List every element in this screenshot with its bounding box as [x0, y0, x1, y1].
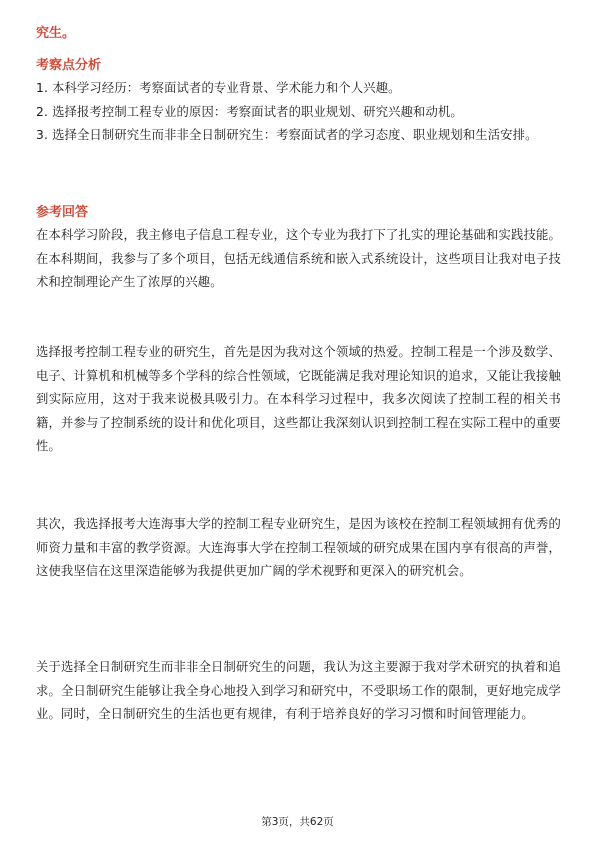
answer-paragraph: 其次，我选择报考大连海事大学的控制工程专业研究生，是因为该校在控制工程领域拥有优秀的师资力量和丰富的教学资源。大连海事大学在控制工程领域的研究成果在国内享有很高的声誉，这使我坚信在这里深造能够为我提供更加广阔的学术视野和更深入的研究机会。	[36, 517, 561, 578]
analysis-item: 2. 选择报考控制工程专业的原因：考察面试者的职业规划、研究兴趣和动机。	[36, 104, 463, 119]
answer-heading: 参考回答	[36, 205, 89, 220]
analysis-item: 1. 本科学习经历：考察面试者的专业背景、学术能力和个人兴趣。	[36, 81, 401, 95]
answer-paragraph: 关于选择全日制研究生而非非全日制研究生的问题，我认为这主要源于我对学术研究的执着和追求。全日制研究生能够让我全身心地投入到学习和研究中，不受职场工作的限制，更好地完成学业。同时，全日制研究生的生活也更有规律，有利于培养良好的学习习惯和时间管理能力。	[36, 660, 561, 721]
answer-paragraph: 选择报考控制工程专业的研究生，首先是因为我对这个领域的热爱。控制工程是一个涉及数学、电子、计算机和机械等多个学科的综合性领域，它既能满足我对理论知识的追求，又能让我接触到实际应用，这对于我来说极具吸引力。在本科学习过程中，我多次阅读了控制工程的相关书籍，并参与了控制系统的设计和优化项目，这些都让我深刻认识到控制工程在实际工程中的重要性。	[36, 345, 561, 453]
analysis-item: 3. 选择全日制研究生而非非全日制研究生：考察面试者的学习态度、职业规划和生活安排。	[36, 128, 538, 142]
previous-text-tail: 究生。	[36, 26, 76, 41]
analysis-list	[36, 77, 561, 148]
answer-paragraph: 在本科学习阶段，我主修电子信息工程专业，这个专业为我打下了扎实的理论基础和实践技能。在本科期间，我参与了多个项目，包括无线通信系统和嵌入式系统设计，这些项目让我对电子技术和控制理论产生了浓厚的兴趣。	[36, 228, 561, 289]
analysis-heading: 考察点分析	[36, 58, 102, 73]
page-number-footer: 第3页，共62页	[261, 816, 334, 828]
